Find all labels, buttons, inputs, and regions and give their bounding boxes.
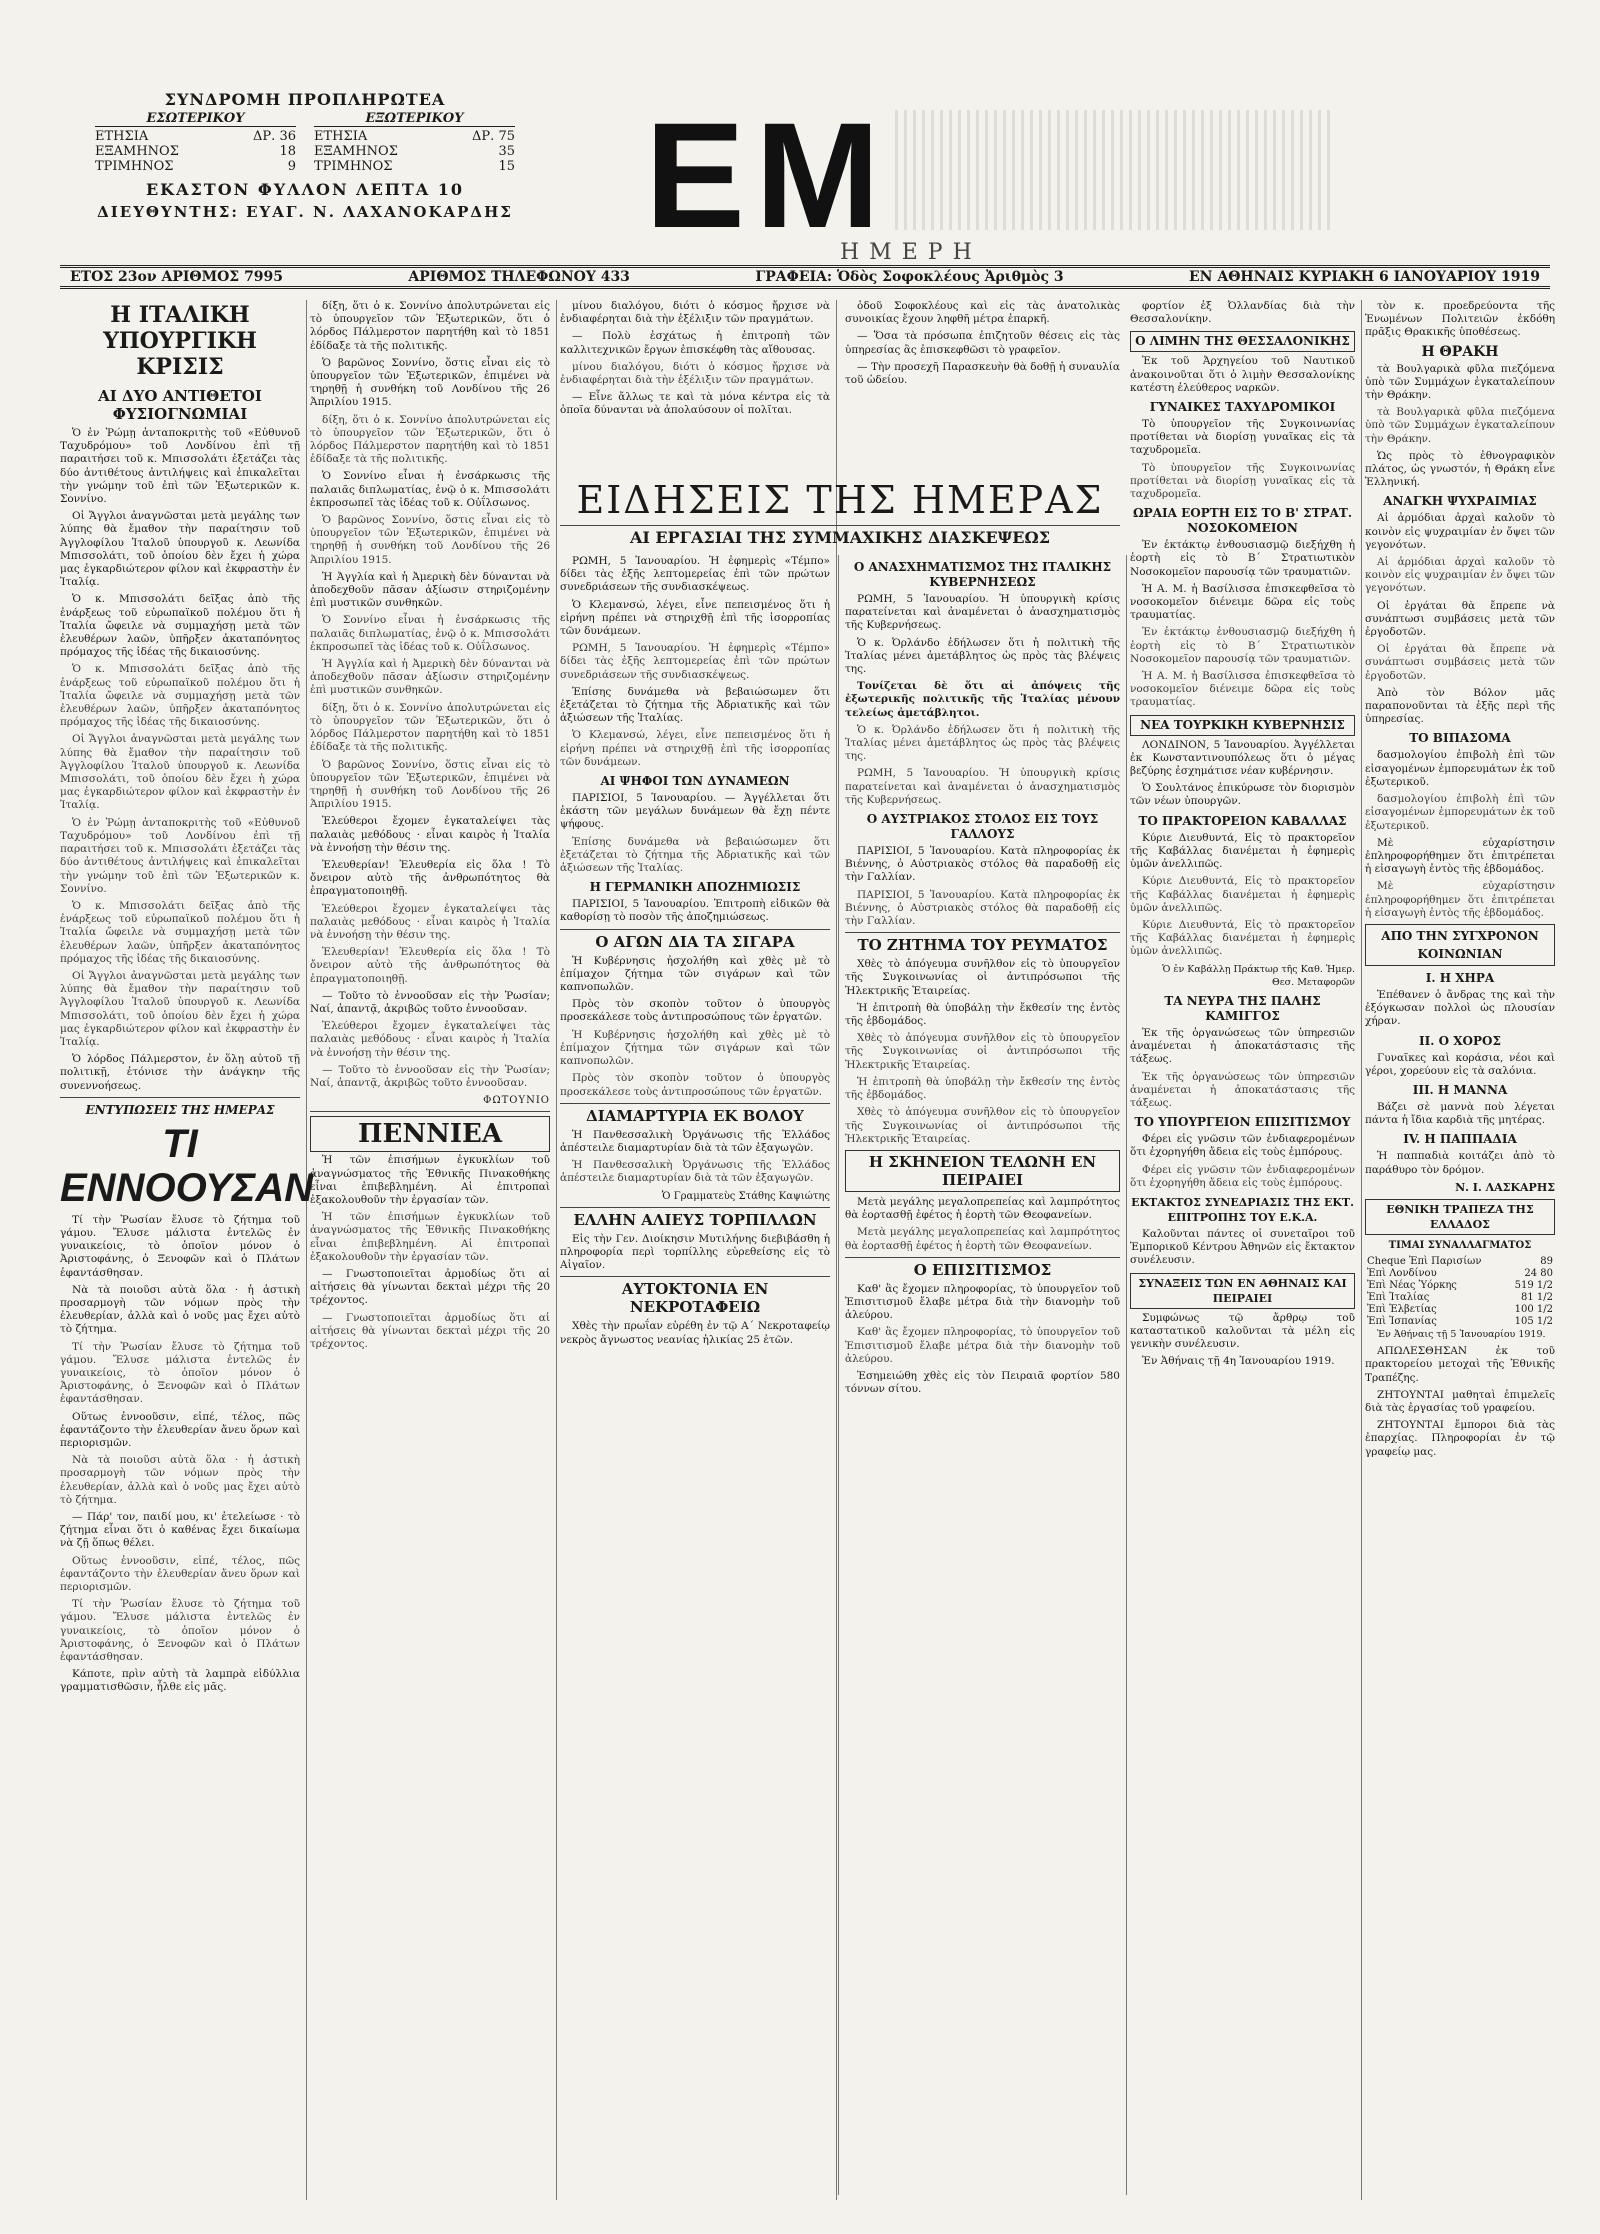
rate-row: ΕΤΗΣΙΑ ΔΡ. 75: [314, 129, 515, 144]
article-paragraph: ΠΑΡΙΣΙΟΙ, 5 Ἰανουαρίου. Κατὰ πληροφορίας ἐκ Βιέννης, ὁ Αὐστριακὸς στόλος θὰ παραδοθῇ εἰς τὴν Γαλλίαν.: [845, 845, 1120, 884]
article-paragraph: μίνου διαλόγου, διότι ὁ κόσμος ἤρχισε νὰ ἐνδιαφέρηται διὰ τὴν ἐξέλιξιν τῶν πραγμάτων.: [560, 300, 830, 326]
article-paragraph: Εἰς τὴν Γεν. Διοίκησιν Μυτιλήνης διεβιβάσθη ἡ πληροφορία περὶ τορπίλλης εὑρεθείσης εἰς τὸ Αἰγαῖον.: [560, 1232, 830, 1272]
news-item-head: ΤΟ ΒΙΠΑΣΟΜΑ: [1409, 731, 1511, 746]
article-paragraph: Ἡ ἐπιτροπὴ θὰ ὑποβάλῃ τὴν ἔκθεσίν της ἐντὸς τῆς ἑβδομάδος.: [845, 1075, 1120, 1102]
office-address: ΓΡΑΦΕΙΑ: Ὁδὸς Σοφοκλέους Ἀριθμὸς 3: [755, 269, 1064, 285]
bank-date: Ἐν Ἀθήναις τῇ 5 Ἰανουαρίου 1919.: [1377, 1328, 1546, 1340]
article-paragraph: Ὡς πρὸς τὸ ἐθνογραφικὸν πλάτος, ὡς γνωστόν, ἡ Θράκη εἶνε Ἑλληνική.: [1365, 449, 1555, 489]
article-paragraph: ΡΩΜΗ, 5 Ἰανουαρίου. Ἡ ἐφημερὶς «Τέμπο» δίδει τὰς ἐξῆς λεπτομερείας ἐπὶ τῶν πρώτων συνεδριάσεων τῆς συνδιασκέψεως.: [560, 642, 830, 681]
table-row: Cheque Ἐπὶ Παρισίων 89: [1367, 1255, 1553, 1267]
article-paragraph: Οἱ Ἄγγλοι ἀναγνῶσται μετὰ μεγάλης των λύπης θὰ ἔμαθον τὴν παραίτησιν τοῦ Ἀγγλοφίλου Ἰταλοῦ ὑπουργοῦ κ. Λεωνίδα Μπισσολάτι, τοῦ ὁποίου δὲν ἔχει ἡ χώρα μας ἐγκαρδιώτερον φίλον καὶ ἐκφραστὴν ἐν Ἰταλίᾳ.: [60, 733, 300, 812]
news-item-head: ΤΟ ΖΗΤΗΜΑ ΤΟΥ ΡΕΥΜΑΤΟΣ: [845, 932, 1120, 954]
poem-author: Ν. Ι. ΛΑΣΚΑΡΗΣ: [1455, 1180, 1555, 1194]
article-paragraph: ΠΑΡΙΣΙΟΙ, 5 Ἰανουαρίου. — Ἀγγέλλεται ὅτι ἑκάστη τῶν μεγάλων δυνάμεων θὰ ἔχῃ πέντε ψήφους.: [560, 792, 830, 831]
article-paragraph: Ἐκ τῆς ὀργανώσεως τῶν ὑπηρεσιῶν ἀναμένεται ἡ ἀποκατάστασις τῆς τάξεως.: [1130, 1070, 1355, 1109]
poem-text: Ἡ παππαδιὰ κοιτάζει ἀπὸ τὸ παράθυρο τὸν δρόμον.: [1365, 1150, 1555, 1176]
article-paragraph: Ἡ Κυβέρνησις ἠσχολήθη καὶ χθὲς μὲ τὸ ἐπίμαχον ζήτημα τῶν σιγάρων καὶ τῶν καπνοπωλῶν.: [560, 1028, 830, 1068]
article-paragraph: ΛΟΝΔΙΝΟΝ, 5 Ἰανουαρίου. Ἀγγέλλεται ἐκ Κωνσταντινουπόλεως ὅτι ὁ μέγας βεζύρης ἐσχημάτισε νέαν κυβέρνησιν.: [1130, 738, 1355, 778]
bank-head: ΕΘΝΙΚΗ ΤΡΑΠΕΖΑ ΤΗΣ ΕΛΛΑΔΟΣ: [1365, 1199, 1555, 1235]
rate-row: ΕΞΑΜΗΝΟΣ 18: [95, 144, 296, 159]
article-paragraph: Νὰ τὰ ποιοῦσι αὐτὰ ὅλα · ἡ ἀστικὴ προσαρμογὴ τῶν νόμων πρὸς τὴν ἐλευθερίαν, ἀλλὰ καὶ ὁ νοῦς μας ἔχει αὐτὸ τὸ ζήτημα.: [60, 1283, 300, 1336]
article-paragraph: Φέρει εἰς γνῶσιν τῶν ἐνδιαφερομένων ὅτι ἐχορηγήθη ἄδεια εἰς τοὺς ἐμπόρους.: [1130, 1163, 1355, 1189]
table-row: Ἐπὶ Νέας Ὑόρκης 519 1/2: [1367, 1279, 1553, 1291]
rate-row: ΤΡΙΜΗΝΟΣ 9: [95, 159, 296, 174]
news-item-head: ΕΛΛΗΝ ΑΛΙΕΥΣ ΤΟΡΠΙΛΛΩΝ: [560, 1207, 830, 1229]
article-paragraph: Χθὲς τὸ ἀπόγευμα συνῆλθον εἰς τὸ ὑπουργεῖον τῆς Συγκοινωνίας οἱ ἀντιπρόσωποι τῆς Ἠλεκτρικῆς Ἑταιρείας.: [845, 1032, 1120, 1071]
article-signature: Ὁ Γραμματεὺς Στάθης Καψιώτης: [661, 1190, 830, 1202]
rate-row: ΕΤΗΣΙΑ ΔΡ. 36: [95, 129, 296, 144]
article-paragraph: Ὁ λόρδος Πάλμερστον, ἐν ὅλῃ αὐτοῦ τῇ πολιτικῇ, ἐτόνισε τὴν ἀνάγκην τῆς συνεννοήσεως.: [60, 1053, 300, 1092]
article-paragraph: Αἱ ἀρμόδιαι ἀρχαὶ καλοῦν τὸ κοινὸν εἰς ψυχραιμίαν ἐν ὄψει τῶν γεγονότων.: [1365, 556, 1555, 595]
news-item-head: ΑΝΑΓΚΗ ΨΥΧΡΑΙΜΙΑΣ: [1383, 494, 1537, 509]
rate-row: ΤΡΙΜΗΝΟΣ 15: [314, 159, 515, 174]
article-paragraph: ΡΩΜΗ, 5 Ἰανουαρίου. Ἡ ὑπουργικὴ κρίσις παρατείνεται καὶ ἀναμένεται ὁ ἀνασχηματισμὸς τῆς Κυβερνήσεως.: [845, 593, 1120, 632]
news-item-head: Ο ΛΙΜΗΝ ΤΗΣ ΘΕΣΣΑΛΟΝΙΚΗΣ: [1130, 331, 1355, 352]
price-line: ΕΚΑΣΤΟΝ ΦΥΛΛΟΝ ΛΕΠΤΑ 10: [145, 180, 465, 199]
article-signature: Ὁ ἐν Καβάλλῃ Πράκτωρ τῆς Καθ. Ἡμερ. Θεσ. Μεταφορῶν: [1162, 963, 1355, 988]
article-paragraph: Νὰ τὰ ποιοῦσι αὐτὰ ὅλα · ἡ ἀστικὴ προσαρμογὴ τῶν νόμων πρὸς τὴν ἐλευθερίαν, ἀλλὰ καὶ ὁ νοῦς μας ἔχει αὐτὸ τὸ ζήτημα.: [60, 1454, 300, 1506]
article-paragraph: δίξη, ὅτι ὁ κ. Σοννίνο ἀπολυτρώνεται εἰς τὸ ὑπουργεῖον τῶν Ἐξωτερικῶν, ὅτι ὁ λόρδος Πάλμερστον παρητήθη καὶ τὸ 1851 ἐδίδαξε τὰ τῆς πολιτικῆς.: [310, 300, 550, 352]
article-paragraph: Ἐν Ἀθήναις τῇ 4η Ἰανουαρίου 1919.: [1142, 1355, 1335, 1368]
article-paragraph: Ὁ Κλεμανσώ, λέγει, εἶνε πεπεισμένος ὅτι ἡ εἰρήνη πρέπει νὰ στηριχθῇ ἐπὶ τῆς ἰσορροπίας τῶν δυνάμεων.: [560, 729, 830, 768]
news-banner: [560, 475, 1120, 551]
article-paragraph: ΡΩΜΗ, 5 Ἰανουαρίου. Ἡ ὑπουργικὴ κρίσις παρατείνεται καὶ ἀναμένεται ὁ ἀνασχηματισμὸς τῆς Κυβερνήσεως.: [845, 767, 1120, 806]
article-paragraph: Ἐκ τῆς ὀργανώσεως τῶν ὑπηρεσιῶν ἀναμένεται ἡ ἀποκατάστασις τῆς τάξεως.: [1130, 1026, 1355, 1066]
table-row: Ἐπὶ Ἰταλίας 81 1/2: [1367, 1291, 1553, 1303]
news-item-head: ΣΥΝΑΞΕΙΣ ΤΩΝ ΕΝ ΑΘΗΝΑΙΣ ΚΑΙ ΠΕΙΡΑΙΕΙ: [1130, 1273, 1355, 1309]
article-paragraph: τὸν κ. προεδρεύοντα τῆς Ἑνωμένων Πολιτειῶν ἐκδόθη πρᾶξις Θρακικῆς ὑποθέσεως.: [1365, 300, 1555, 339]
article-paragraph: Καθ' ἃς ἔχομεν πληροφορίας, τὸ ὑπουργεῖον τοῦ Ἐπισιτισμοῦ ἔλαβε μέτρα διὰ τὴν διανομὴν τοῦ ἀλεύρου.: [845, 1326, 1120, 1365]
article-paragraph: δίξη, ὅτι ὁ κ. Σοννίνο ἀπολυτρώνεται εἰς τὸ ὑπουργεῖον τῶν Ἐξωτερικῶν, ὅτι ὁ λόρδος Πάλμερστον παρητήθη καὶ τὸ 1851 ἐδίδαξε τὰ τῆς πολιτικῆς.: [310, 701, 550, 754]
classified-ad: ΑΠΩΛΕΣΘΗΣΑΝ ἐκ τοῦ πρακτορείου μετοχαὶ τῆς Ἐθνικῆς Τραπέζης.: [1365, 1345, 1555, 1384]
article-paragraph: Κύριε Διευθυντά, Εἰς τὸ πρακτορεῖον τῆς Καβάλλας διανέμεται ἡ ἐφημερὶς ὑμῶν ἀνελλιπῶς.: [1130, 875, 1355, 914]
article-paragraph: δίξη, ὅτι ὁ κ. Σοννίνο ἀπολυτρώνεται εἰς τὸ ὑπουργεῖον τῶν Ἐξωτερικῶν, ὅτι ὁ λόρδος Πάλμερστον παρητήθη καὶ τὸ 1851 ἐδίδαξε τὰ τῆς πολιτικῆς.: [310, 413, 550, 466]
table-row: Ἐπὶ Ἱσπανίας 105 1/2: [1367, 1315, 1553, 1327]
news-item-head: ΤΟ ΠΡΑΚΤΟΡΕΙΟΝ ΚΑΒΑΛΛΑΣ: [1138, 813, 1347, 828]
news-item-head: Η ΓΕΡΜΑΝΙΚΗ ΑΠΟΖΗΜΙΩΣΙΣ: [589, 880, 801, 895]
news-item-head: ΑΥΤΟΚΤΟΝΙΑ ΕΝ ΝΕΚΡΟΤΑΦΕΙΩ: [560, 1276, 830, 1316]
article-subhead: ΑΙ ΔΥΟ ΑΝΤΙΘΕΤΟΙ ΦΥΣΙΟΓΝΩΜΙΑΙ: [98, 387, 262, 423]
article-paragraph: Τὸ ὑπουργεῖον τῆς Συγκοινωνίας προτίθεται νὰ διορίσῃ γυναῖκας εἰς τὰ ταχυδρομεῖα.: [1130, 461, 1355, 501]
news-item-head: ΩΡΑΙΑ ΕΟΡΤΗ ΕΙΣ ΤΟ Β' ΣΤΡΑΤ. ΝΟΣΟΚΟΜΕΙΟΝ: [1132, 506, 1353, 536]
article-paragraph: Οὕτως ἐννοοῦσιν, εἰπέ, τέλος, πῶς ἐφαντάζοντο τὴν ἐλευθερίαν ἄνευ ὅρων καὶ περιορισμῶν.: [60, 1410, 300, 1449]
article-paragraph: Τί τὴν Ῥωσίαν ἔλυσε τὸ ζήτημα τοῦ γάμου. Ἔλυσε μάλιστα ἐντελῶς ἐν γυναικείοις, τὸ ὁποῖον μόνον ὁ Ἀριστοφάνης, ὁ Ξενοφῶν καὶ ὁ Πλάτων ἐφαντάσθησαν.: [60, 1598, 300, 1664]
article-paragraph: Οἱ ἐργάται θὰ ἔπρεπε νὰ συνάπτωσι συμβάσεις μετὰ τῶν ἐργοδοτῶν.: [1365, 599, 1555, 639]
poem-head: ΙV. Η ΠΑΠΠΑΔΙΑ: [1403, 1132, 1517, 1147]
article-paragraph: Ἡ τῶν ἐπισήμων ἐγκυκλίων τοῦ ἀναγνώσματος τῆς Ἐθνικῆς Πινακοθήκης εἶναι ἐπιβεβλημένη. Αἱ ἐπιτροπαὶ ἐξακολουθοῦν τὴν ἐργασίαν τῶν.: [310, 1211, 550, 1263]
article-paragraph: Ὁ κ. Ὀρλάνδο ἐδήλωσεν ὅτι ἡ πολιτικὴ τῆς Ἰταλίας μένει ἀμετάβλητος ὡς πρὸς τὰς βλέψεις της.: [845, 636, 1120, 676]
article-paragraph: Ἡ τῶν ἐπισήμων ἐγκυκλίων τοῦ ἀναγνώσματος τῆς Ἐθνικῆς Πινακοθήκης εἶναι ἐπιβεβλημένη. Αἱ ἐπιτροπαὶ ἐξακολουθοῦν τὴν ἐργασίαν τῶν.: [310, 1154, 550, 1206]
article-paragraph: Μετὰ μεγάλης μεγαλοπρεπείας καὶ λαμπρότητος θὰ ἑορτασθῇ ἐφέτος ἡ ἑορτὴ τῶν Θεοφανείων.: [845, 1226, 1120, 1252]
article-paragraph: Ἡ ἐπιτροπὴ θὰ ὑποβάλῃ τὴν ἔκθεσίν της ἐντὸς τῆς ἑβδομάδος.: [845, 1001, 1120, 1028]
article-paragraph: Ἐπίσης δυνάμεθα νὰ βεβαιώσωμεν ὅτι ἐξετάζεται τὸ ζήτημα τῆς Ἀδριατικῆς καὶ τῶν ἀξιώσεων τῆς Ἰταλίας.: [560, 685, 830, 725]
article-paragraph: Ἡ Α. Μ. ἡ Βασίλισσα ἐπισκεφθεῖσα τὸ νοσοκομεῖον διένειμε δῶρα εἰς τοὺς τραυματίας.: [1130, 670, 1355, 709]
article-paragraph: Ἐλευθερίαν! Ἐλευθερία εἰς ὅλα ! Τὸ ὄνειρον αὐτὸ τῆς ἀνθρωπότητος θὰ ἐπραγματοποιηθῇ.: [310, 946, 550, 985]
column-1: [60, 300, 314, 2200]
article-paragraph: Ἀπὸ τὸν Βόλον μᾶς παραπονοῦνται τὰ ἑξῆς περὶ τῆς ὑπηρεσίας.: [1365, 686, 1555, 726]
article-paragraph: Καθ' ἃς ἔχομεν πληροφορίας, τὸ ὑπουργεῖον τοῦ Ἐπισιτισμοῦ ἔλαβε μέτρα διὰ τὴν διανομὴν τοῦ ἀλεύρου.: [845, 1282, 1120, 1322]
article-paragraph: ὁδοῦ Σοφοκλέους καὶ εἰς τὰς ἀνατολικὰς συνοικίας ἔχουν ληφθῆ μέτρα ἐπαρκῆ.: [845, 300, 1120, 326]
article-paragraph: ΠΑΡΙΣΙΟΙ, 5 Ἰανουαρίου. Ἐπιτροπὴ εἰδικῶν θὰ καθορίσῃ τὸ ποσὸν τῆς ἀποζημιώσεως.: [560, 898, 830, 924]
article-paragraph: Πρὸς τὸν σκοπὸν τοῦτον ὁ ὑπουργὸς προσεκάλεσε τοὺς ἀντιπροσώπους τῶν ἐργατῶν.: [560, 1072, 830, 1098]
article-paragraph: Πρὸς τὸν σκοπὸν τοῦτον ὁ ὑπουργὸς προσεκάλεσε τοὺς ἀντιπροσώπους τῶν ἐργατῶν.: [560, 998, 830, 1024]
article-paragraph: Ἡ Κυβέρνησις ἠσχολήθη καὶ χθὲς μὲ τὸ ἐπίμαχον ζήτημα τῶν σιγάρων καὶ τῶν καπνοπωλῶν.: [560, 954, 830, 994]
article-paragraph: Ἐν ἐκτάκτῳ ἐνθουσιασμῷ διεξήχθη ἡ ἑορτὴ εἰς τὸ Β΄ Στρατιωτικὸν Νοσοκομεῖον παρουσίᾳ τῶν τραυματιῶν.: [1130, 539, 1355, 578]
classified-ad: ΖΗΤΟΥΝΤΑΙ ἔμποροι διὰ τὰς ἐπαρχίας. Πληροφορίαι ἐν τῷ γραφείῳ μας.: [1365, 1419, 1555, 1458]
poem-text: Γυναῖκες καὶ κοράσια, νέοι καὶ γέροι, χορεύουν εἰς τὰ σαλόνια.: [1365, 1051, 1555, 1077]
article-paragraph: Κύριε Διευθυντά, Εἰς τὸ πρακτορεῖον τῆς Καβάλλας διανέμεται ἡ ἐφημερὶς ὑμῶν ἀνελλιπῶς.: [1130, 831, 1355, 871]
article-paragraph: Τὸ ὑπουργεῖον τῆς Συγκοινωνίας προτίθεται νὰ διορίσῃ γυναῖκας εἰς τὰ ταχυδρομεῖα.: [1130, 418, 1355, 457]
foreign-label: ΕΞΩΤΕΡΙΚΟΥ: [314, 111, 515, 127]
article-signature: ΦΩΤΟΥΝΙΟ: [483, 1095, 550, 1107]
article-paragraph: — Πάρ' τον, παιδί μου, κι' ἐτελείωσε · τὸ ζήτημα εἶναι ὅτι ὁ καθένας ἔχει δικαίωμα νὰ ζῇ ὅπως θέλει.: [60, 1511, 300, 1550]
article-paragraph: Ἐν ἐκτάκτῳ ἐνθουσιασμῷ διεξήχθη ἡ ἑορτὴ εἰς τὸ Β΄ Στρατιωτικὸν Νοσοκομεῖον παρουσίᾳ τῶν τραυματιῶν.: [1130, 626, 1355, 665]
article-headline: Η ΙΤΑΛΙΚΗ ΥΠΟΥΡΓΙΚΗ ΚΡΙΣΙΣ: [103, 302, 257, 380]
article-paragraph: — Εἶνε ἄλλως τε καὶ τὰ μόνα κέντρα εἰς τὰ ὁποῖα δύνανται νὰ ἀπολαύσουν οἱ πολῖται.: [560, 391, 830, 417]
bank-subhead: ΤΙΜΑΙ ΣΥΝΑΛΛΑΓΜΑΤΟΣ: [1388, 1239, 1532, 1251]
article-paragraph: Χθὲς τὸ ἀπόγευμα συνῆλθον εἰς τὸ ὑπουργεῖον τῆς Συγκοινωνίας οἱ ἀντιπρόσωποι τῆς Ἠλεκτρικῆς Ἑταιρείας.: [845, 958, 1120, 997]
news-item-head: Η ΣΚΗΝΕΙΟΝ ΤΕΛΩΝΗ ΕΝ ΠΕΙΡΑΙΕΙ: [845, 1150, 1120, 1192]
poem-text: Ἐπέθανεν ὁ ἄνδρας της καὶ τὴν ἐξόγκωσαν πολλοὶ ὡς πλουσίαν χήραν.: [1365, 988, 1555, 1028]
news-item-head: Ο ΑΥΣΤΡΙΑΚΟΣ ΣΤΟΛΟΣ ΕΙΣ ΤΟΥΣ ΓΑΛΛΟΥΣ: [866, 812, 1099, 842]
article-paragraph: — Ὅσα τὰ πρόσωπα ἐπιζητοῦν θέσεις εἰς τὰς ὑπηρεσίας ἂς ἐπισκεφθῶσι τὸ γραφεῖον.: [845, 330, 1120, 356]
column-5: [1130, 300, 1362, 2200]
news-subhead: ΑΙ ΕΡΓΑΣΙΑΙ ΤΗΣ ΣΥΜΜΑΧΙΚΗΣ ΔΙΑΣΚΕΨΕΩΣ: [560, 525, 1120, 547]
article-paragraph: Ἐκ τοῦ Ἀρχηγείου τοῦ Ναυτικοῦ ἀνακοινοῦται ὅτι ὁ λιμὴν Θεσσαλονίκης κατέστη ἐλεύθερος ναρκῶν.: [1130, 355, 1355, 394]
column-4: [845, 555, 1127, 2195]
table-row: Ἐπὶ Ἑλβετίας 100 1/2: [1367, 1303, 1553, 1315]
poem-text: Βάζει σὲ μαννὰ ποὺ λέγεται πάντα ἡ ἴδια καρδιὰ τῆς μητέρας.: [1365, 1100, 1555, 1127]
article-paragraph: ΡΩΜΗ, 5 Ἰανουαρίου. Ἡ ἐφημερὶς «Τέμπο» δίδει τὰς ἐξῆς λεπτομερείας ἐπὶ τῶν πρώτων συνεδριάσεων τῆς συνδιασκέψεως.: [560, 555, 830, 594]
news-item-head: ΕΚΤΑΚΤΟΣ ΣΥΝΕΔΡΙΑΣΙΣ ΤΗΣ ΕΚΤ. ΕΠΙΤΡΟΠΗΣ ΤΟΥ Ε.Κ.Α.: [1131, 1195, 1354, 1224]
article-paragraph: μίνου διαλόγου, διότι ὁ κόσμος ἤρχισε νὰ ἐνδιαφέρηται διὰ τὴν ἐξέλιξιν τῶν πραγμάτων.: [560, 360, 830, 387]
article-paragraph: Ἐλεύθεροι ἔχομεν ἐγκαταλείψει τὰς παλαιὰς μεθόδους · εἶναι καιρὸς ἡ Ἰταλία νὰ ἐννοήσῃ τὴν θέσιν της.: [310, 1020, 550, 1059]
article-paragraph: Συμφώνως τῷ ἄρθρῳ τοῦ καταστατικοῦ καλοῦνται τὰ μέλη εἰς γενικὴν συνέλευσιν.: [1130, 1311, 1355, 1350]
divider: [60, 1097, 300, 1098]
news-item-head: ΤΑ ΝΕΥΡΑ ΤΗΣ ΠΑΛΗΣ ΚΑΜΙΓΓΟΣ: [1164, 993, 1321, 1023]
article-paragraph: Κάποτε, πρὶν αὐτὴ τὰ λαμπρὰ εἰδύλλια γραμματισθῶσιν, ἦλθε εἰς μᾶς.: [60, 1668, 300, 1694]
newspaper-logo: ΕΜ: [645, 91, 890, 259]
article-paragraph: τὰ Βουλγαρικὰ φῦλα πιεζόμενα ὑπὸ τῶν Συμμάχων ἐγκαταλείπουν τὴν Θράκην.: [1365, 406, 1555, 445]
article-paragraph: Χθὲς τὸ ἀπόγευμα συνῆλθον εἰς τὸ ὑπουργεῖον τῆς Συγκοινωνίας οἱ ἀντιπρόσωποι τῆς Ἠλεκτρικῆς Ἑταιρείας.: [845, 1106, 1120, 1145]
director-line: ΔΙΕΥΘΥΝΤΗΣ: ΕΥΑΓ. Ν. ΛΑΧΑΝΟΚΑΡΔΗΣ: [97, 203, 513, 221]
article-paragraph: Ὁ κ. Μπισσολάτι δεῖξας ἀπὸ τῆς ἐνάρξεως τοῦ εὐρωπαϊκοῦ πολέμου ὅτι ἡ Ἰταλία ὤφειλε νὰ συμμαχήσῃ μετὰ τῶν ἐλευθέρων λαῶν, ὑπῆρξεν ἀκαταπόνητος πρόμαχος τῆς ἰδέας τῆς δικαιοσύνης.: [60, 663, 300, 729]
article-paragraph: Τί τὴν Ῥωσίαν ἔλυσε τὸ ζήτημα τοῦ γάμου. Ἔλυσε μάλιστα ἐντελῶς ἐν γυναικείοις, τὸ ὁποῖον μόνον ὁ Ἀριστοφάνης, ὁ Ξενοφῶν καὶ ὁ Πλάτων ἐφαντάσθησαν.: [60, 1213, 300, 1279]
news-item-head: ΔΙΑΜΑΡΤΥΡΙΑ ΕΚ ΒΟΛΟΥ: [560, 1103, 830, 1125]
column-2: [310, 300, 557, 2200]
article-paragraph: Κύριε Διευθυντά, Εἰς τὸ πρακτορεῖον τῆς Καβάλλας διανέμεται ἡ ἐφημερὶς ὑμῶν ἀνελλιπῶς.: [1130, 918, 1355, 958]
phone-number: ΑΡΙΘΜΟΣ ΤΗΛΕΦΩΝΟΥ 433: [408, 269, 630, 285]
article-paragraph: Μετὰ μεγάλης μεγαλοπρεπείας καὶ λαμπρότητος θὰ ἑορτασθῇ ἐφέτος ἡ ἑορτὴ τῶν Θεοφανείων.: [845, 1195, 1120, 1222]
faded-logo-area: [895, 110, 1335, 230]
article-paragraph: Ἡ Ἀγγλία καὶ ἡ Ἀμερικὴ δὲν δύνανται νὰ ἀποδεχθοῦν πᾶσαν ἀξίωσιν στηριζομένην ἐπὶ μυστικῶν συνθηκῶν.: [310, 570, 550, 610]
article-paragraph: Ὁ κ. Ὀρλάνδο ἐδήλωσεν ὅτι ἡ πολιτικὴ τῆς Ἰταλίας μένει ἀμετάβλητος ὡς πρὸς τὰς βλέψεις της.: [845, 723, 1120, 763]
issue-date: ΕΝ ΑΘΗΝΑΙΣ ΚΥΡΙΑΚΗ 6 ΙΑΝΟΥΑΡΙΟΥ 1919: [1189, 269, 1540, 285]
article-paragraph: Ὁ κ. Μπισσολάτι δεῖξας ἀπὸ τῆς ἐνάρξεως τοῦ εὐρωπαϊκοῦ πολέμου ὅτι ἡ Ἰταλία ὤφειλε νὰ συμμαχήσῃ μετὰ τῶν ἐλευθέρων λαῶν, ὑπῆρξεν ἀκαταπόνητος πρόμαχος τῆς ἰδέας τῆς δικαιοσύνης.: [60, 899, 300, 965]
column-4-top: [845, 300, 1120, 470]
article-paragraph: Οἱ Ἄγγλοι ἀναγνῶσται μετὰ μεγάλης των λύπης θὰ ἔμαθον τὴν παραίτησιν τοῦ Ἀγγλοφίλου Ἰταλοῦ ὑπουργοῦ κ. Λεωνίδα Μπισσολάτι, τοῦ ὁποίου δὲν ἔχει ἡ χώρα μας ἐγκαρδιώτερον φίλον καὶ ἐκφραστὴν ἐν Ἰταλίᾳ.: [60, 969, 300, 1048]
column-divider: [838, 555, 839, 2195]
article-paragraph: Ὁ Σουλτάνος ἐπικύρωσε τὸν διορισμὸν τῶν νέων ὑπουργῶν.: [1130, 782, 1355, 808]
rate-row: ΕΞΑΜΗΝΟΣ 35: [314, 144, 515, 159]
article-paragraph: Ἡ Πανθεσσαλικὴ Ὀργάνωσις τῆς Ἑλλάδος ἀπέστειλε διαμαρτυρίαν διὰ τὰ τῶν ἐξαγωγῶν.: [560, 1128, 830, 1154]
article-paragraph: φορτίον ἐξ Ὀλλανδίας διὰ τὴν Θεσσαλονίκην.: [1130, 300, 1355, 326]
section-head: ΕΝΤΥΠΩΣΕΙΣ ΤΗΣ ΗΜΕΡΑΣ: [85, 1102, 275, 1117]
article-paragraph: — Γνωστοποιεῖται ἀρμοδίως ὅτι αἱ αἰτήσεις θὰ γίνωνται δεκταὶ μέχρι τῆς 20 τρέχοντος.: [310, 1311, 550, 1351]
year-issue: ΕΤΟΣ 23ον ΑΡΙΘΜΟΣ 7995: [70, 269, 284, 285]
article-paragraph: Τί τὴν Ῥωσίαν ἔλυσε τὸ ζήτημα τοῦ γάμου. Ἔλυσε μάλιστα ἐντελῶς ἐν γυναικείοις, τὸ ὁποῖον μόνον ὁ Ἀριστοφάνης, ὁ Ξενοφῶν καὶ ὁ Πλάτων ἐφαντάσθησαν.: [60, 1340, 300, 1406]
article-paragraph: Οἱ ἐργάται θὰ ἔπρεπε νὰ συνάπτωσι συμβάσεις μετὰ τῶν ἐργοδοτῶν.: [1365, 643, 1555, 682]
classified-ad: ΖΗΤΟΥΝΤΑΙ μαθηταὶ ἐπιμελεῖς διὰ τὰς ἐργασίας τοῦ γραφείου.: [1365, 1388, 1555, 1414]
foreign-rates: [314, 111, 515, 174]
issue-info-bar: [60, 265, 1550, 289]
article-paragraph: δασμολογίου ἐπιβολὴ ἐπὶ τῶν εἰσαγομένων ἐμπορευμάτων ἐκ τοῦ ἐξωτερικοῦ.: [1365, 749, 1555, 788]
news-item-head: Ο ΑΓΩΝ ΔΙΑ ΤΑ ΣΙΓΑΡΑ: [560, 929, 830, 951]
article-paragraph: Καλοῦνται πάντες οἱ συνεταῖροι τοῦ Ἐμπορικοῦ Κέντρου Ἀθηνῶν εἰς ἔκτακτον συνέλευσιν.: [1130, 1227, 1355, 1267]
article-paragraph: Οὕτως ἐννοοῦσιν, εἰπέ, τέλος, πῶς ἐφαντάζοντο τὴν ἐλευθερίαν ἄνευ ὅρων καὶ περιορισμῶν.: [60, 1554, 300, 1594]
article-paragraph: Ὁ κ. Μπισσολάτι δεῖξας ἀπὸ τῆς ἐνάρξεως τοῦ εὐρωπαϊκοῦ πολέμου ὅτι ἡ Ἰταλία ὤφειλε νὰ συμμαχήσῃ μετὰ τῶν ἐλευθέρων λαῶν, ὑπῆρξεν ἀκαταπόνητος πρόμαχος τῆς ἰδέας τῆς δικαιοσύνης.: [60, 593, 300, 659]
logo-subtitle: ΗΜΕΡΗ: [840, 240, 982, 265]
article-paragraph: — Γνωστοποιεῖται ἀρμοδίως ὅτι αἱ αἰτήσεις θὰ γίνωνται δεκταὶ μέχρι τῆς 20 τρέχοντος.: [310, 1268, 550, 1307]
article-paragraph: Ἡ Ἀγγλία καὶ ἡ Ἀμερικὴ δὲν δύνανται νὰ ἀποδεχθοῦν πᾶσαν ἀξίωσιν στηριζομένην ἐπὶ μυστικῶν συνθηκῶν.: [310, 658, 550, 697]
news-item-head: ΤΟ ΥΠΟΥΡΓΕΙΟΝ ΕΠΙΣΙΤΙΣΜΟΥ: [1134, 1115, 1351, 1130]
section-head: ΑΠΟ ΤΗΝ ΣΥΓΧΡΟΝΟΝ ΚΟΙΝΩΝΙΑΝ: [1365, 924, 1555, 966]
article-paragraph: Ὁ Σοννίνο εἶναι ἡ ἐνσάρκωσις τῆς παλαιᾶς διπλωματίας, ἐνῷ ὁ κ. Μπισσολάτι ἐκπροσωπεῖ τὰς ἰδέας τοῦ κ. Οὐΐλσωνος.: [310, 470, 550, 509]
article-paragraph: ΠΑΡΙΣΙΟΙ, 5 Ἰανουαρίου. Κατὰ πληροφορίας ἐκ Βιέννης, ὁ Αὐστριακὸς στόλος θὰ παραδοθῇ εἰς τὴν Γαλλίαν.: [845, 888, 1120, 928]
column-3-news: [560, 555, 830, 2195]
article-paragraph: Ὁ ἐν Ῥώμῃ ἀνταποκριτὴς τοῦ «Εὐθυνοῦ Ταχυδρόμου» τοῦ Λονδίνου ἐπὶ τῇ παραιτήσει τοῦ κ. Μπισσολάτι ἐξετάζει τὰς δύο ἀντιθέτους ἀντιλήψεις καὶ ἐπικαλεῖται τὴν γνώμην τοῦ ἐπὶ τῶν Ἐξωτερικῶν κ. Σοννίνο.: [60, 816, 300, 895]
news-item-head: ΝΕΑ ΤΟΥΡΚΙΚΗ ΚΥΒΕΡΝΗΣΙΣ: [1130, 715, 1355, 736]
feature-headline: ΠΕΝΝΙΕΑ: [310, 1116, 550, 1152]
article-paragraph: Ἡ Α. Μ. ἡ Βασίλισσα ἐπισκεφθεῖσα τὸ νοσοκομεῖον διένειμε δῶρα εἰς τοὺς τραυματίας.: [1130, 582, 1355, 622]
article-paragraph: Ὁ βαρῶνος Σοννίνο, ὅστις εἶναι εἰς τὸ ὑπουργεῖον τῶν Ἐξωτερικῶν, ἐπιμένει νὰ τηρηθῇ ἡ συνθήκη τοῦ Λονδίνου τῆς 26 Ἀπριλίου 1915.: [310, 514, 550, 566]
table-row: Ἐπὶ Λονδίνου 24 80: [1367, 1267, 1553, 1279]
article-paragraph: Ὁ ἐν Ῥώμῃ ἀνταποκριτὴς τοῦ «Εὐθυνοῦ Ταχυδρόμου» τοῦ Λονδίνου ἐπὶ τῇ παραιτήσει τοῦ κ. Μπισσολάτι ἐξετάζει τὰς δύο ἀντιθέτους ἀντιλήψεις καὶ ἐπικαλεῖται τὴν γνώμην τοῦ ἐπὶ τῶν Ἐξωτερικῶν κ. Σοννίνο.: [60, 427, 300, 506]
article-paragraph: Ἐπίσης δυνάμεθα νὰ βεβαιώσωμεν ὅτι ἐξετάζεται τὸ ζήτημα τῆς Ἀδριατικῆς καὶ τῶν ἀξιώσεων τῆς Ἰταλίας.: [560, 835, 830, 875]
article-paragraph: Αἱ ἀρμόδιαι ἀρχαὶ καλοῦν τὸ κοινὸν εἰς ψυχραιμίαν ἐν ὄψει τῶν γεγονότων.: [1365, 512, 1555, 551]
article-paragraph: Ἐλεύθεροι ἔχομεν ἐγκαταλείψει τὰς παλαιὰς μεθόδους · εἶναι καιρὸς ἡ Ἰταλία νὰ ἐννοήσῃ τὴν θέσιν της.: [310, 815, 550, 854]
article-paragraph: — Τοῦτο τὸ ἐννοοῦσαν εἰς τὴν Ῥωσίαν; Ναί, ἀπαντᾷ, ἀκριβῶς τοῦτο ἐννοοῦσαν.: [310, 989, 550, 1015]
divider: [310, 1111, 550, 1112]
article-paragraph: Ὁ βαρῶνος Σοννίνο, ὅστις εἶναι εἰς τὸ ὑπουργεῖον τῶν Ἐξωτερικῶν, ἐπιμένει νὰ τηρηθῇ ἡ συνθήκη τοῦ Λονδίνου τῆς 26 Ἀπριλίου 1915.: [310, 758, 550, 811]
article-paragraph: Ὁ βαρῶνος Σοννίνο, ὅστις εἶναι εἰς τὸ ὑπουργεῖον τῶν Ἐξωτερικῶν, ἐπιμένει νὰ τηρηθῇ ἡ συνθήκη τοῦ Λονδίνου τῆς 26 Ἀπριλίου 1915.: [310, 356, 550, 409]
article-paragraph: Ἐλευθερίαν! Ἐλευθερία εἰς ὅλα ! Τὸ ὄνειρον αὐτὸ τῆς ἀνθρωπότητος θὰ ἐπραγματοποιηθῇ.: [310, 858, 550, 898]
feature-headline: ΤΙ ΕΝΝΟΟΥΣΑΝ: [60, 1121, 314, 1210]
article-paragraph: τὰ Βουλγαρικὰ φῦλα πιεζόμενα ὑπὸ τῶν Συμμάχων ἐγκαταλείπουν τὴν Θράκην.: [1365, 362, 1555, 402]
news-item-head: ΓΥΝΑΙΚΕΣ ΤΑΧΥΔΡΟΜΙΚΟΙ: [1149, 400, 1336, 415]
poem-head: ΙΙ. Ο ΧΟΡΟΣ: [1419, 1033, 1501, 1048]
domestic-rates: [95, 111, 296, 174]
article-paragraph: Χθὲς τὴν πρωΐαν εὑρέθη ἐν τῷ Α΄ Νεκροταφείῳ νεκρὸς ἄγνωστος νεανίας ἡλικίας 25 ἐτῶν.: [560, 1320, 830, 1346]
article-paragraph: Φέρει εἰς γνῶσιν τῶν ἐνδιαφερομένων ὅτι ἐχορηγήθη ἄδεια εἰς τοὺς ἐμπόρους.: [1130, 1133, 1355, 1159]
poem-head: Ι. Η ΧΗΡΑ: [1425, 970, 1495, 985]
news-item-head: Η ΘΡΑΚΗ: [1421, 343, 1499, 360]
poem-head: ΙΙΙ. Η ΜΑΝΝΑ: [1412, 1082, 1508, 1097]
domestic-label: ΕΣΩΤΕΡΙΚΟΥ: [95, 111, 296, 127]
article-paragraph: — Πολὺ ἐσχάτως ἡ ἐπιτροπὴ τῶν καλλιτεχνικῶν ἔργων ἐπισκέφθη τὰς αἴθουσας.: [560, 330, 830, 356]
article-paragraph: — Τὴν προσεχῆ Παρασκευὴν θὰ δοθῇ ἡ συναυλία τοῦ ὠδείου.: [845, 360, 1120, 387]
subscription-title: ΣΥΝΔΡΟΜΗ ΠΡΟΠΛΗΡΩΤΕΑ: [164, 90, 446, 109]
article-paragraph: Οἱ Ἄγγλοι ἀναγνῶσται μετὰ μεγάλης των λύπης θὰ ἔμαθον τὴν παραίτησιν τοῦ Ἀγγλοφίλου Ἰταλοῦ ὑπουργοῦ κ. Λεωνίδα Μπισσολάτι, τοῦ ὁποίου δὲν ἔχει ἡ χώρα μας ἐγκαρδιώτερον φίλον καὶ ἐκφραστὴν ἐν Ἰταλίᾳ.: [60, 510, 300, 589]
news-item-head: Ο ΕΠΙΣΙΤΙΣΜΟΣ: [845, 1257, 1120, 1279]
article-paragraph: Ἐσημειώθη χθὲς εἰς τὸν Πειραιᾶ φορτίον 580 τόννων σίτου.: [845, 1369, 1120, 1396]
masthead: [0, 90, 1600, 290]
article-paragraph: — Τοῦτο τὸ ἐννοοῦσαν εἰς τὴν Ῥωσίαν; Ναί, ἀπαντᾷ, ἀκριβῶς τοῦτο ἐννοοῦσαν.: [310, 1063, 550, 1089]
article-paragraph: Μὲ εὐχαρίστησιν ἐπληροφορήθημεν ὅτι ἐπιτρέπεται ἡ εἰσαγωγὴ ἐντὸς τῆς ἑβδομάδος.: [1365, 880, 1555, 919]
column-6: [1365, 300, 1555, 2200]
article-paragraph: δασμολογίου ἐπιβολὴ ἐπὶ τῶν εἰσαγομένων ἐμπορευμάτων ἐκ τοῦ ἐξωτερικοῦ.: [1365, 793, 1555, 832]
news-item-head: Ο ΑΝΑΣΧΗΜΑΤΙΣΜΟΣ ΤΗΣ ΙΤΑΛΙΚΗΣ ΚΥΒΕΡΝΗΣΕΩΣ: [853, 560, 1112, 589]
article-paragraph: Τονίζεται δὲ ὅτι αἱ ἀπόψεις τῆς ἐξωτερικῆς πολιτικῆς τῆς Ἰταλίας μένουν τελείως ἀμετάβλητοι.: [845, 680, 1120, 719]
article-paragraph: Ἡ Πανθεσσαλικὴ Ὀργάνωσις τῆς Ἑλλάδος ἀπέστειλε διαμαρτυρίαν διὰ τὰ τῶν ἐξαγωγῶν.: [560, 1159, 830, 1185]
news-headline: ΕΙΔΗΣΕΙΣ ΤΗΣ ΗΜΕΡΑΣ: [576, 478, 1104, 522]
subscription-box: [95, 90, 515, 221]
article-paragraph: Ὁ Σοννίνο εἶναι ἡ ἐνσάρκωσις τῆς παλαιᾶς διπλωματίας, ἐνῷ ὁ κ. Μπισσολάτι ἐκπροσωπεῖ τὰς ἰδέας τοῦ κ. Οὐΐλσωνος.: [310, 614, 550, 653]
exchange-rate-table: [1365, 1256, 1555, 1328]
article-paragraph: Ὁ Κλεμανσώ, λέγει, εἶνε πεπεισμένος ὅτι ἡ εἰρήνη πρέπει νὰ στηριχθῇ ἐπὶ τῆς ἰσορροπίας τῶν δυνάμεων.: [560, 598, 830, 638]
news-item-head: ΑΙ ΨΗΦΟΙ ΤΩΝ ΔΥΝΑΜΕΩΝ: [600, 774, 790, 789]
article-paragraph: Ἐλεύθεροι ἔχομεν ἐγκαταλείψει τὰς παλαιὰς μεθόδους · εἶναι καιρὸς ἡ Ἰταλία νὰ ἐννοήσῃ τὴν θέσιν της.: [310, 902, 550, 941]
article-paragraph: Μὲ εὐχαρίστησιν ἐπληροφορήθημεν ὅτι ἐπιτρέπεται ἡ εἰσαγωγὴ ἐντὸς τῆς ἑβδομάδος.: [1365, 836, 1555, 876]
